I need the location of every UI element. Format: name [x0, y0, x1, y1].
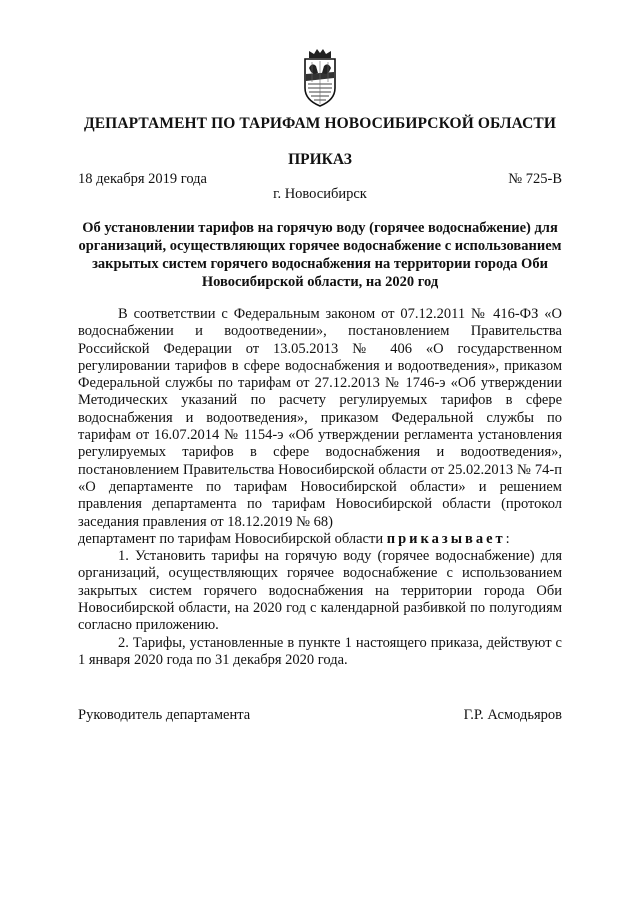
orders-line	[78, 531, 562, 548]
document-date: 18 декабря 2019 года	[78, 171, 207, 187]
department-name: ДЕПАРТАМЕНТ ПО ТАРИФАМ НОВОСИБИРСКОЙ ОБЛАСТИ	[83, 115, 557, 132]
document-type: ПРИКАЗ	[288, 151, 352, 168]
signature-role: Руководитель департамента	[78, 707, 251, 723]
signature-name: Г.Р. Асмодьяров	[463, 707, 562, 723]
order-item-1: 1. Установить тарифы на горячую воду (горячее водоснабжение) для организаций, осуществляющих горячее водоснабжение с использованием закрытых систем горячего водоснабжения на территории города Оби Новосибирской области, на 2020 год с календарной разбивкой по полугодиям согласно приложению.	[78, 548, 562, 634]
novosibirsk-coat-of-arms-icon	[300, 48, 340, 108]
document-city: г. Новосибирск	[273, 186, 367, 202]
order-item-2: 2. Тарифы, установленные в пункте 1 настоящего приказа, действуют с 1 января 2020 года по 31 декабря 2020 года.	[78, 634, 562, 668]
document-body	[78, 306, 562, 669]
orders-suffix: :	[505, 530, 510, 547]
orders-prefix: департамент по тарифам Новосибирской области	[78, 530, 387, 547]
orders-word: приказывает	[386, 530, 506, 547]
document-number: № 725-В	[508, 171, 562, 187]
document-title: Об установлении тарифов на горячую воду (горячее водоснабжение) для организаций, осуществляющих горячее водоснабжение с использованием закрытых систем горячего водоснабжения на территории города Оби Новосибирской области, на 2020 год	[78, 220, 562, 290]
preamble-paragraph: В соответствии с Федеральным законом от 07.12.2011 № 416-ФЗ «О водоснабжении и водоотведении», постановлением Правительства Российской Федерации от 13.05.2013 № 406 «О государственном регулировании тарифов в сфере водоснабжения и водоотведения», приказом Федеральной службы по тарифам от 27.12.2013 № 1746-э «Об утверждении Методических указаний по расчету регулируемых тарифов в сфере водоснабжения и водоотведения», приказом Федеральной службы по тарифам от 16.07.2014 № 1154-э «Об утверждении регламента установления регулируемых тарифов в сфере водоснабжения и водоотведения», постановлением Правительства Новосибирской области от 25.02.2013 № 74-п «О департаменте по тарифам Новосибирской области» и решением правления департамента по тарифам Новосибирской области (протокол заседания правления от 18.12.2019 № 68)	[78, 306, 562, 530]
